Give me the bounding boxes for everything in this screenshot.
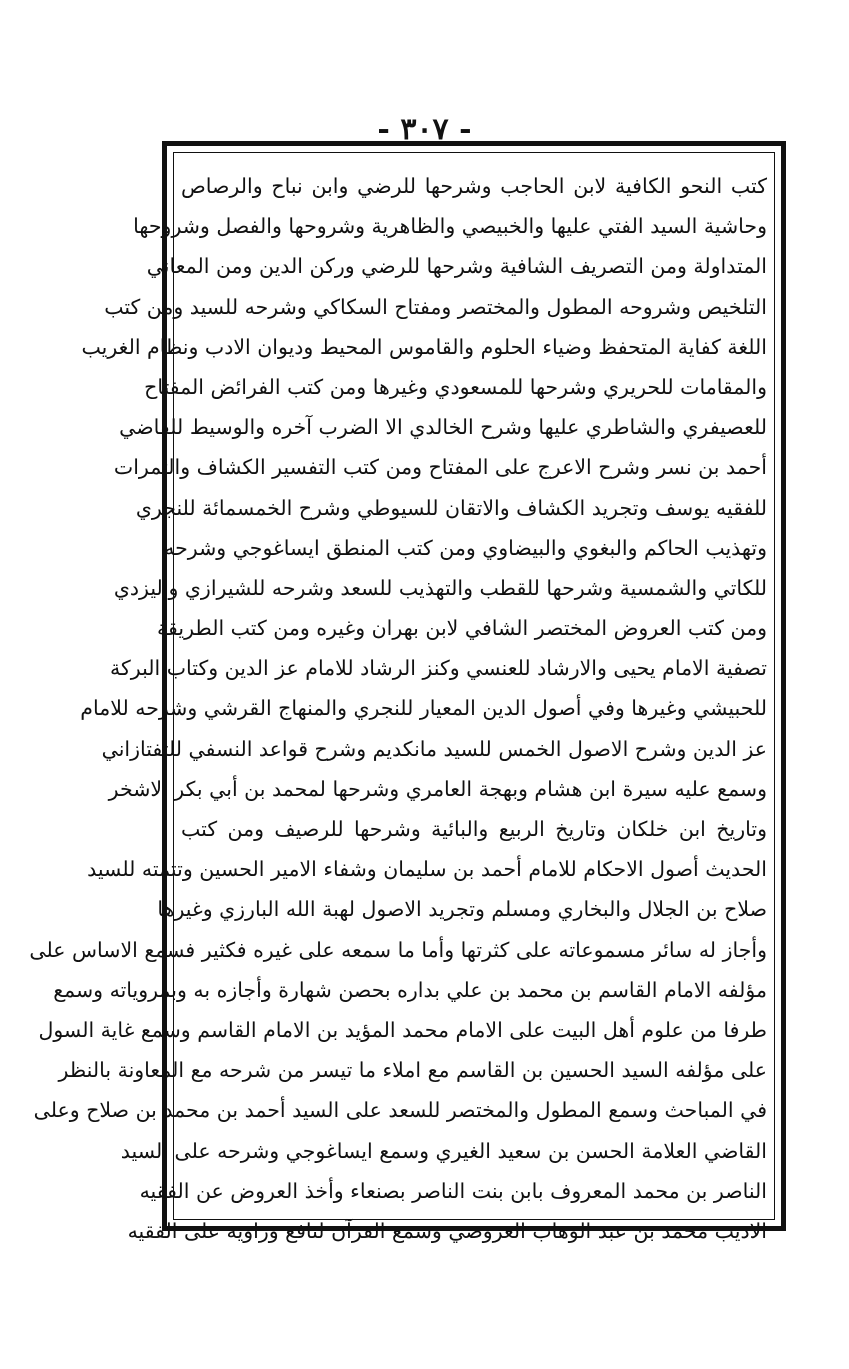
text-line: الناصر بن محمد المعروف بابن بنت الناصر بصنعاء وأخذ العروض عن الفقيه bbox=[139, 1178, 767, 1203]
text-line: أحمد بن نسر وشرح الاعرج على المفتاح ومن كتب التفسير الكشاف والثمرات bbox=[113, 455, 767, 480]
text-line: كتب النحو الكافية لابن الحاجب وشرحها للرضي وابن نباح والرصاص bbox=[181, 174, 767, 198]
text-line: للعصيفري والشاطري عليها وشرح الخالدي الا الضرب آخره والوسيط للقاضي bbox=[119, 415, 767, 440]
text-line: وسمع عليه سيرة ابن هشام وبهجة العامري وشرحها لمحمد بن أبي بكر الاشخر bbox=[108, 776, 767, 801]
body-text bbox=[29, 166, 767, 1251]
text-line: في المباحث وسمع المطول والمختصر للسعد على السيد أحمد بن محمد بن صلاح وعلى bbox=[33, 1098, 767, 1123]
page-frame bbox=[29, 141, 786, 1243]
text-line: اللغة كفاية المتحفظ وضياء الحلوم والقاموس المحيط وديوان الادب ونظام الغريب bbox=[81, 334, 767, 359]
text-line: وتهذيب الحاكم والبغوي والبيضاوي ومن كتب المنطق ايساغوجي وشرحه bbox=[164, 535, 767, 560]
text-line: عز الدين وشرح الاصول الخمس للسيد مانكديم وشرح قواعد النسفي للتفتازاني bbox=[101, 736, 767, 761]
text-line: للكاتي والشمسية وشرحها للقطب والتهذيب للسعد وشرحه للشيرازي واليزدي bbox=[113, 575, 767, 600]
text-line: الحديث أصول الاحكام للامام أحمد بن سليمان وشفاء الامير الحسين وتتمته للسيد bbox=[87, 857, 767, 882]
text-line: والمقامات للحريري وشرحها للمسعودي وغيرها ومن كتب الفرائض المفتاح bbox=[144, 374, 767, 399]
text-line: للحبيشي وغيرها وفي أصول الدين المعيار للنجري والمنهاج القرشي وشرحه للامام bbox=[80, 696, 767, 721]
text-line: المتداولة ومن التصريف الشافية وشرحها للرضي وركن الدين ومن المعاني bbox=[146, 254, 767, 279]
text-line: مؤلفه الامام القاسم بن محمد بن علي بداره بحصن شهارة وأجازه به وبمروياته وسمع bbox=[53, 977, 767, 1002]
text-line: القاضي العلامة الحسن بن سعيد الغيري وسمع ايساغوجي وشرحه على السيد bbox=[120, 1138, 767, 1163]
text-line: ومن كتب العروض المختصر الشافي لابن بهران وغيره ومن كتب الطريقة bbox=[157, 616, 767, 641]
text-line: وحاشية السيد الفتي عليها والخبيصي والظاهرية وشروحها والفصل وشروحها bbox=[133, 214, 767, 239]
text-line: الاديب محمد بن عبد الوهاب العروضي وسمع القرآن لنافع وراويه على الفقيه bbox=[127, 1218, 767, 1243]
text-line: وأجاز له سائر مسموعاته على كثرتها وأما ما سمعه على غيره فكثير فسمع الاساس على bbox=[29, 937, 767, 962]
text-line: التلخيص وشروحه المطول والمختصر ومفتاح السكاكي وشرحه للسيد ومن كتب bbox=[104, 294, 767, 319]
text-line: على مؤلفه السيد الحسين بن القاسم مع املاء ما تيسر من شرحه مع المعاونة بالنظر bbox=[58, 1058, 767, 1083]
text-line: تصفية الامام يحيى والارشاد للعنسي وكنز الرشاد للامام عز الدين وكتاب البركة bbox=[110, 656, 767, 681]
text-line: للفقيه يوسف وتجريد الكشاف والاتقان للسيوطي وشرح الخمسمائة للنجري bbox=[135, 495, 767, 520]
text-line: صلاح بن الجلال والبخاري ومسلم وتجريد الاصول لهبة الله البارزي وغيرها bbox=[157, 897, 767, 922]
page-number: - ٣٠٧ - bbox=[377, 112, 472, 147]
text-line: وتاريخ ابن خلكان وتاريخ الربيع والبائية وشرحها للرصيف ومن كتب bbox=[181, 817, 767, 841]
text-line: طرفا من علوم أهل البيت على الامام محمد المؤيد بن الامام القاسم وسمع غاية السول bbox=[38, 1017, 767, 1042]
